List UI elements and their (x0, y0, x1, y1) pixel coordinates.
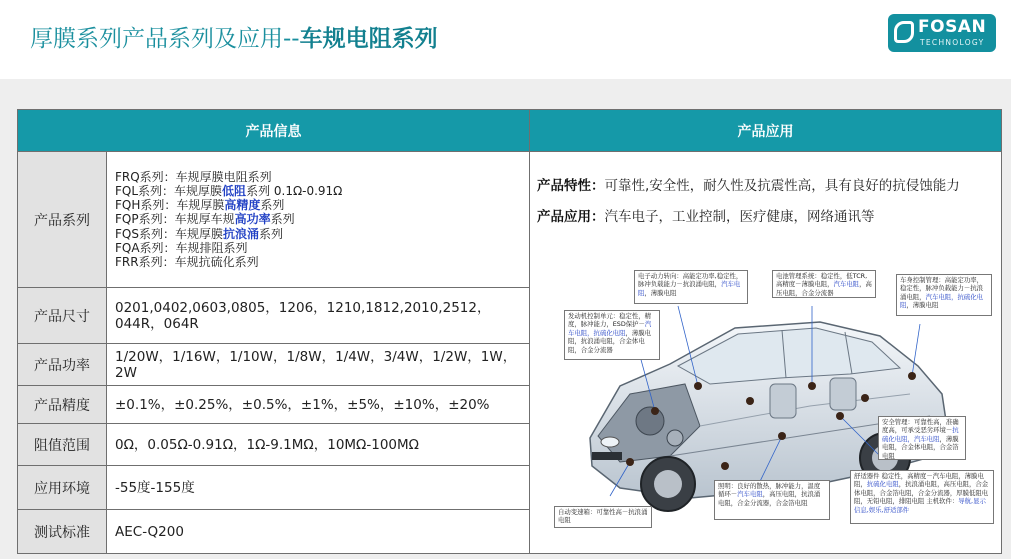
page-title (30, 20, 438, 53)
title-main: 厚膜系列产品系列及应用-- (30, 26, 300, 52)
row-value: -55度-155度 (107, 466, 530, 510)
application-cell (530, 152, 1002, 554)
title-bold: 车规电阻系列 (299, 26, 438, 52)
callout-transmission: 自动变速箱：可靠性高－抗浪涌电阻 (554, 506, 652, 528)
row-value: AEC-Q200 (107, 510, 530, 554)
row-value: 0Ω，0.05Ω-0.91Ω，1Ω-9.1MΩ，10MΩ-100MΩ (107, 424, 530, 466)
row-label: 测试标准 (18, 510, 107, 554)
callout-comfort: 舒适器件 稳定性，高精度－汽车电阻，薄膜电阻，抗硫化电阻，抗浪涌电阻，高压电阻，合金体电阻，合金箔电阻，合金分流器，厚膜低阻电阻，无铅电阻，排阻电阻 主机软件：导航,显示信息,娱乐,舒适部件 (850, 470, 994, 524)
row-label: 应用环境 (18, 466, 107, 510)
fosan-logo (888, 14, 996, 52)
row-label: 产品精度 (18, 386, 107, 424)
product-table (17, 109, 1002, 554)
table-header-row (18, 110, 1002, 152)
product-applications: 产品应用：汽车电子，工业控制，医疗健康，网络通讯等 (537, 209, 875, 225)
row-label: 产品尺寸 (18, 288, 107, 344)
series-item: FQS系列：车规厚膜抗浪涌系列 (115, 226, 283, 241)
product-features: 产品特性：可靠性,安全性，耐久性及抗震性高，具有良好的抗侵蚀能力 (537, 178, 960, 194)
series-list (107, 152, 530, 288)
page-header (0, 0, 1011, 78)
col-header-app: 产品应用 (530, 110, 1002, 152)
row-label: 阻值范围 (18, 424, 107, 466)
series-item: FQA系列：车规排阻系列 (115, 240, 248, 255)
callout-battery: 电池管理系统：稳定性，低TCR,高精度－薄膜电阻，汽车电阻，高压电阻，合金分流器 (772, 270, 876, 298)
series-item: FQH系列：车规厚膜高精度系列 (115, 198, 285, 213)
logo-tagline: TECHNOLOGY (920, 38, 985, 47)
row-label: 产品功率 (18, 344, 107, 386)
series-item: FQP系列：车规厚车规高功率系列 (115, 212, 295, 227)
row-label: 产品系列 (18, 152, 107, 288)
series-item: FRQ系列：车规厚膜电阻系列 (115, 169, 272, 184)
row-value: ±0.1%，±0.25%，±0.5%，±1%，±5%，±10%，±20% (107, 386, 530, 424)
logo-mark-icon (894, 21, 914, 43)
series-item: FQL系列：车规厚膜低阻系列 0.1Ω-0.91Ω (115, 183, 343, 198)
row-value: 1/20W，1/16W，1/10W，1/8W，1/4W，3/4W，1/2W，1W，2W (107, 344, 530, 386)
series-item: FRR系列：车规抗硫化系列 (115, 255, 259, 269)
row-value: 0201,0402,0603,0805，1206，1210,1812,2010,2512，044R，064R (107, 288, 530, 344)
logo-name: FOSAN (918, 17, 987, 37)
car-illustration (550, 266, 994, 546)
callout-safety: 安全管理：可靠性高，准确度高，可承受恶劣环境－抗硫化电阻，汽车电阻，薄膜电阻，合金体电阻，合金箔电阻 (878, 416, 966, 460)
col-header-info: 产品信息 (18, 110, 530, 152)
callout-lighting: 照明：良好的散热，脉冲能力，温度循环－汽车电阻，高压电阻，抗浪涌电阻，合金分流器，合金箔电阻 (714, 480, 830, 520)
callout-body-control: 车身控制管理：高能定功率，稳定性，脉冲负载能力－抗浪涌电阻，汽车电阻，抗硫化电阻，薄膜电阻 (896, 274, 992, 316)
callout-engine: 发动机控制单元：稳定性，精度，脉冲能力，ESD保护－汽车电阻，抗硫化电阻，薄膜电阻，抗浪涌电阻，合金体电阻，合金分流器 (564, 310, 660, 360)
callout-steering: 电子动力转向：高能定功率,稳定性，脉冲负载能力－抗浪涌电阻，汽车电阻，薄膜电阻 (634, 270, 748, 304)
table-row (18, 152, 1002, 288)
